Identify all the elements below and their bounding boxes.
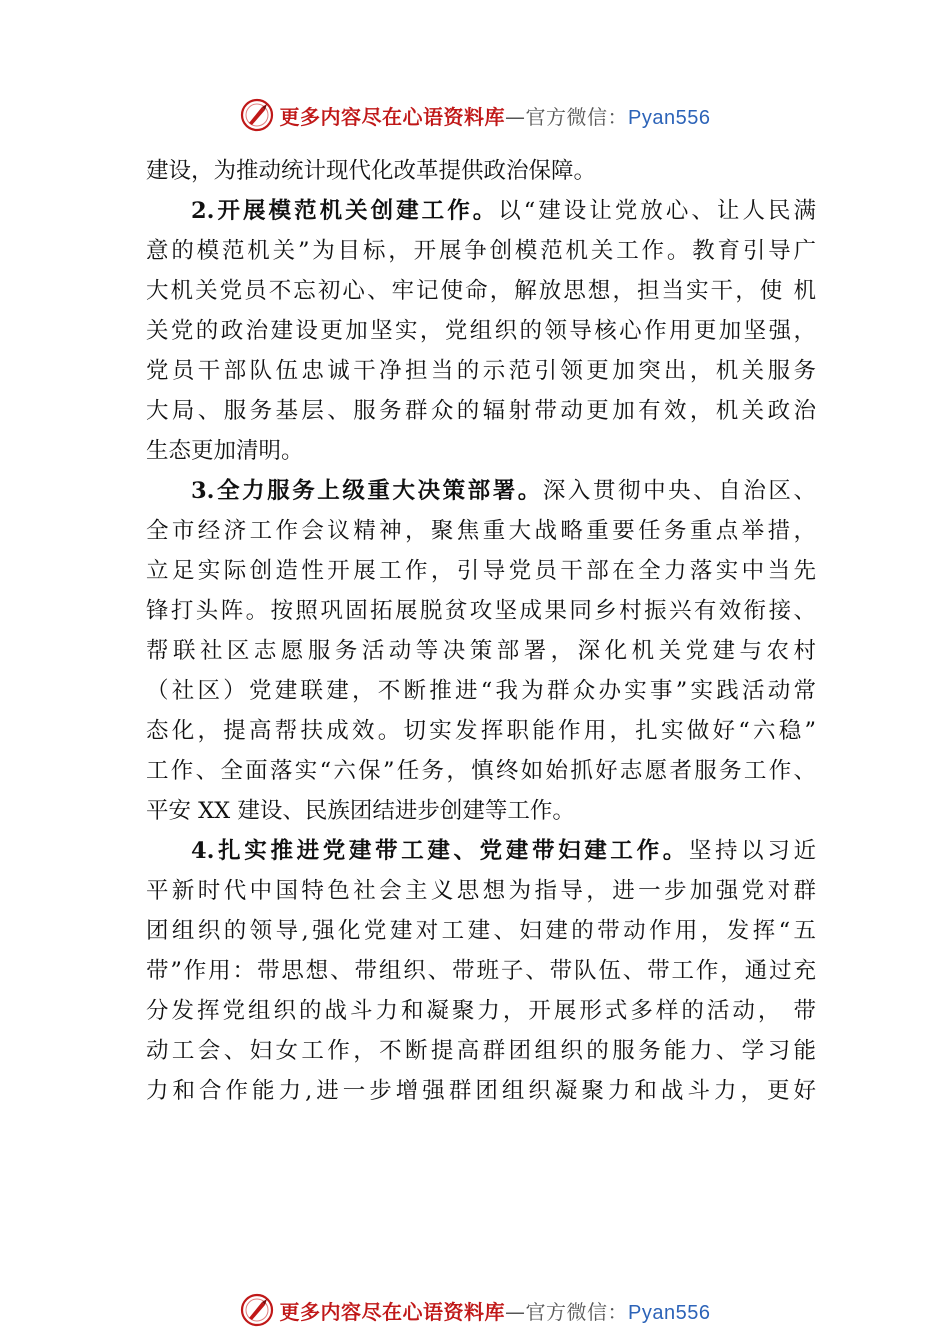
text-line: 意的模范机关”为目标，开展争创模范机关工作。教育引导广 (146, 238, 816, 264)
header-watermark (0, 95, 950, 135)
paragraph-continuation (146, 151, 816, 191)
text-line: 锋打头阵。按照巩固拓展脱贫攻坚成果同乡村振兴有效衔接、 (146, 598, 816, 624)
footer-watermark (0, 1290, 950, 1330)
text-line: 帮联社区志愿服务活动等决策部署，深化机关党建与农村 (146, 638, 816, 664)
item-text: 以“建设让党放心、让人民满 (498, 198, 816, 224)
paragraph-item-2 (146, 191, 816, 471)
watermark-dash: — (505, 104, 526, 129)
document-body (146, 151, 816, 1111)
text-line: 全市经济工作会议精神，聚焦重大战略重要任务重点举措， (146, 518, 816, 544)
text-line: 平新时代中国特色社会主义思想为指导，进一步加强党对群 (146, 878, 816, 904)
text-line: 大机关党员不忘初心、牢记使命，解放思想，担当实干，使 机 (146, 278, 816, 304)
watermark-brand: 更多内容尽在心语资料库 (279, 1299, 506, 1324)
quill-logo-icon (240, 1293, 274, 1327)
text-line (146, 831, 816, 871)
quill-logo-icon (240, 98, 274, 132)
text-line: 生态更加清明。 (146, 438, 304, 464)
text-line: （社区）党建联建，不断推进“我为群众办实事”实践活动常 (146, 678, 816, 704)
text-line: 工作、全面落实“六保”任务，慎终如始抓好志愿者服务工作、 (146, 758, 816, 784)
text-line: 动工会、妇女工作，不断提高群团组织的服务能力、学习能 (146, 1038, 816, 1064)
text-line (146, 191, 816, 231)
text-line: 分发挥党组织的战斗力和凝聚力，开展形式多样的活动， 带 (146, 998, 816, 1024)
text-line: 平安 XX 建设、民族团结进步创建等工作。 (146, 798, 575, 824)
paragraph-item-4 (146, 831, 816, 1111)
item-text: 坚持以习近 (688, 838, 816, 864)
item-heading: 2.开展模范机关创建工作。 (191, 198, 499, 224)
paragraph-item-3 (146, 471, 816, 831)
watermark-wechat-id: Pyan556 (628, 1301, 711, 1324)
watermark-brand: 更多内容尽在心语资料库 (279, 104, 506, 129)
watermark-dash: — (505, 1299, 526, 1324)
text-line: 党员干部队伍忠诚干净担当的示范引领更加突出，机关服务 (146, 358, 816, 384)
text-line: 立足实际创造性开展工作，引导党员干部在全力落实中当先 (146, 558, 816, 584)
item-text: 深入贯彻中央、自治区、 (542, 478, 816, 504)
text-line: 大局、服务基层、服务群众的辐射带动更加有效，机关政治 (146, 398, 816, 424)
watermark-label: 官方微信： (525, 1299, 629, 1324)
text-line: 态化，提高帮扶成效。切实发挥职能作用，扎实做好“六稳” (146, 718, 816, 744)
text-line: 力和合作能力,进一步增强群团组织凝聚力和战斗力，更好 (146, 1078, 816, 1104)
text-line (146, 471, 816, 511)
text-line: 建设，为推动统计现代化改革提供政治保障。 (146, 158, 597, 184)
watermark-label: 官方微信： (525, 104, 629, 129)
item-heading: 3.全力服务上级重大决策部署。 (191, 478, 543, 504)
item-heading: 4.扎实推进党建带工建、党建带妇建工作。 (191, 838, 689, 864)
text-line: 关党的政治建设更加坚实，党组织的领导核心作用更加坚强， (146, 318, 816, 344)
text-line: 团组织的领导,强化党建对工建、妇建的带动作用，发挥“五 (146, 918, 816, 944)
watermark-wechat-id: Pyan556 (628, 106, 711, 129)
text-line: 带”作用：带思想、带组织、带班子、带队伍、带工作，通过充 (146, 958, 816, 984)
